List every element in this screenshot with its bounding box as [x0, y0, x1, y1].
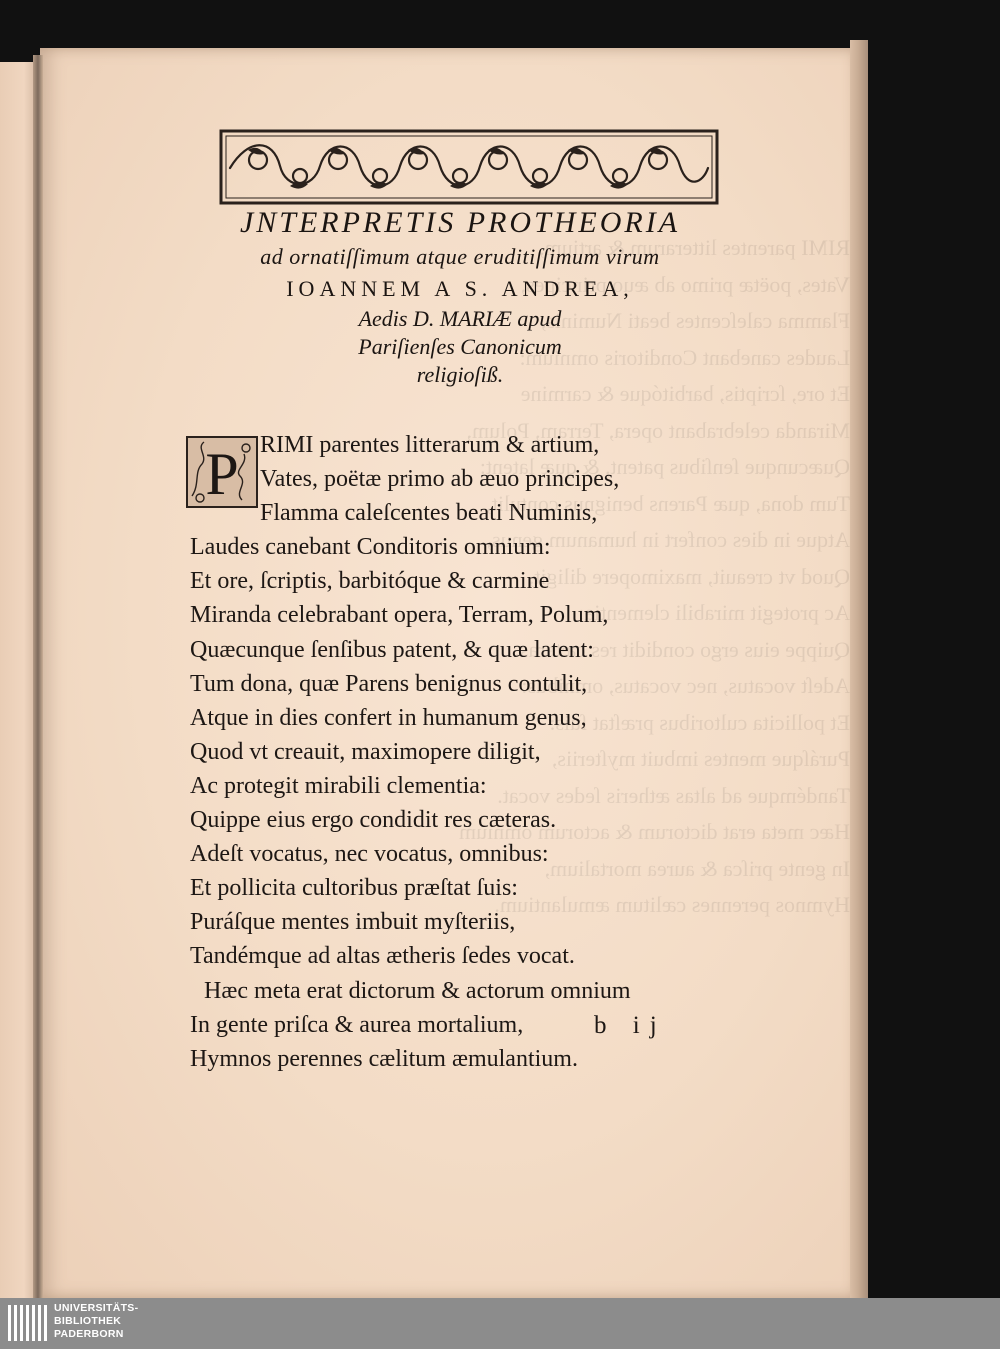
library-logo-icon — [6, 1303, 48, 1343]
verse-line: Flamma caleſcentes beati Numinis, — [260, 500, 598, 527]
initial-letter: P — [205, 441, 239, 507]
book-gutter — [33, 55, 43, 1298]
verse-line: Adeſt vocatus, nec vocatus, omnibus: — [190, 841, 549, 868]
verse-line: Miranda celebrabant opera, Terram, Polum, — [190, 602, 609, 629]
page-fore-edge — [850, 40, 868, 1298]
library-name — [54, 1302, 138, 1341]
show-through-text: RIMI parentes litterarum & artium, Vates, poëtæ primo ab æuo principes, Flamma caleſcentes beati Numinis, Laudes canebant Conditoris omnium: Et ore, ſcriptis, barbitóque & carmine Miranda celebrabant opera, Terram, Polum, Quæcunque ſenſibus patent, & quæ latent: Tum dona, quæ Parens benignus contulit, Atque in dies confert in humanum genus, Quod vt creauit, maximopere diligit, Ac protegit mirabili clementia: Quippe eius ergo condidit res cæteras. Adeſt vocatus, nec vocatus, omnibus: Et pollicita cultoribus præſtat ſuis: Puráſque mentes imbuit myſteriis, Tandémque ad altas ætheris ſedes vocat. Hæc meta erat dictorum & actorum omnium In gente priſca & aurea mortalium, Hymnos perennes cælitum æmulantium. — [458, 235, 850, 917]
verse-line: Laudes canebant Conditoris omnium: — [190, 534, 551, 561]
heading-name: IOANNEM A S. ANDREA, — [286, 276, 634, 301]
verse-line: In gente priſca & aurea mortalium, — [190, 1011, 524, 1038]
verse-line: Et pollicita cultoribus præſtat ſuis: — [190, 875, 518, 902]
library-name-line: BIBLIOTHEK — [54, 1315, 122, 1327]
heading-title: JNTERPRETIS PROTHEORIA — [239, 206, 681, 239]
signature-mark: b ij — [594, 1012, 667, 1039]
verse-line: Quæcunque ſenſibus patent, & quæ latent: — [190, 636, 594, 663]
heading-office: Pariſienſes Canonicum — [358, 334, 562, 359]
verse-line: RIMI parentes litterarum & artium, — [260, 432, 600, 458]
heading-church: Aedis D. MARIÆ apud — [358, 306, 562, 331]
verse-line: Vates, poëtæ primo ab æuo principes, — [260, 466, 620, 493]
verse-line: Et ore, ſcriptis, barbitóque & carmine — [190, 568, 550, 595]
verse-block — [190, 428, 710, 1076]
verse-line: Hymnos perennes cælitum æmulantium. — [190, 1045, 578, 1072]
verse-line: Tandémque ad altas ætheris ſedes vocat. — [190, 943, 575, 970]
verse-line: Atque in dies confert in humanum genus, — [190, 704, 587, 731]
verse-line: Puráſque mentes imbuit myſteriis, — [190, 909, 516, 936]
verse-line: Quippe eius ergo condidit res cæteras. — [190, 807, 557, 834]
heading-epithet: religioſiß. — [416, 362, 504, 387]
library-name-line: UNIVERSITÄTS- — [54, 1302, 139, 1314]
library-name-line: PADERBORN — [54, 1328, 124, 1340]
verse-line: Hæc meta erat dictorum & actorum omnium — [204, 977, 631, 1004]
headpiece-ornament-icon — [218, 128, 720, 206]
verse-line: Tum dona, quæ Parens benignus contulit, — [190, 670, 588, 697]
verse-line: Ac protegit mirabili clementia: — [190, 772, 487, 799]
heading-dedication: ad ornatiſſimum atque eruditiſſimum virum — [260, 244, 660, 269]
library-banner — [0, 1298, 1000, 1349]
verse-line: Quod vt creauit, maximopere diligit, — [190, 738, 541, 765]
